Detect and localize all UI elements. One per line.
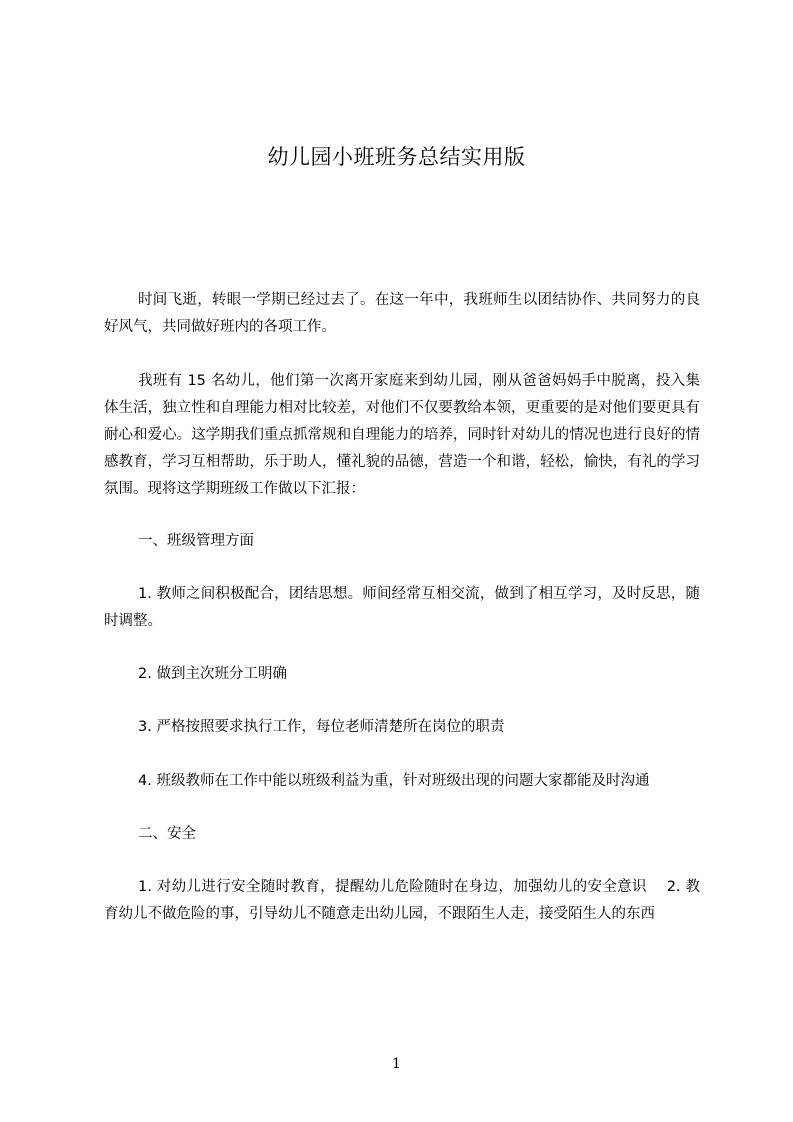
overview-paragraph	[104, 368, 700, 503]
section1-item1: 1. 教师之间积极配合，团结思想。师间经常互相交流，做到了相互学习，及时反思，随时调整。	[104, 586, 700, 629]
intro-text: 时间飞逝，转眼一学期已经过去了。在这一年中，我班师生以团结协作、共同努力的良好风气，共同做好班内的各项工作。	[104, 292, 700, 335]
overview-text: 我班有 15 名幼儿，他们第一次离开家庭来到幼儿园，刚从爸爸妈妈手中脱离，投入集体生活，独立性和自理能力相对比较差，对他们不仅要教给本领，更重要的是对他们要更具有耐心和爱心。这学期我们重点抓常规和自理能力的培养，同时针对幼儿的情况也进行良好的情感教育，学习互相帮助，乐于助人，懂礼貌的品德，营造一个和谐，轻松，愉快，有礼的学习氛围。现将这学期班级工作做以下汇报：	[104, 373, 700, 497]
section1-item1-paragraph	[104, 581, 700, 635]
page-number: 1	[392, 1056, 401, 1072]
section2-item1: 1. 对幼儿进行安全随时教育，提醒幼儿危险随时在身边，加强幼儿的安全意识 2. 教育幼儿不做危险的事，引导幼儿不随意走出幼儿园，不跟陌生人走，接受陌生人的东西	[104, 879, 700, 922]
section1-item3: 3. 严格按照要求执行工作，每位老师清楚所在岗位的职责	[138, 719, 505, 735]
section1-item2: 2. 做到主次班分工明确	[138, 666, 287, 682]
section2-heading: 二、安全	[138, 826, 196, 842]
intro-paragraph	[104, 287, 700, 341]
section1-heading: 一、班级管理方面	[138, 533, 254, 549]
section2-item1-paragraph	[104, 874, 700, 928]
section1-item4: 4. 班级教师在工作中能以班级利益为重，针对班级出现的问题大家都能及时沟通	[138, 773, 650, 789]
document-title: 幼儿园小班班务总结实用版	[267, 145, 526, 169]
